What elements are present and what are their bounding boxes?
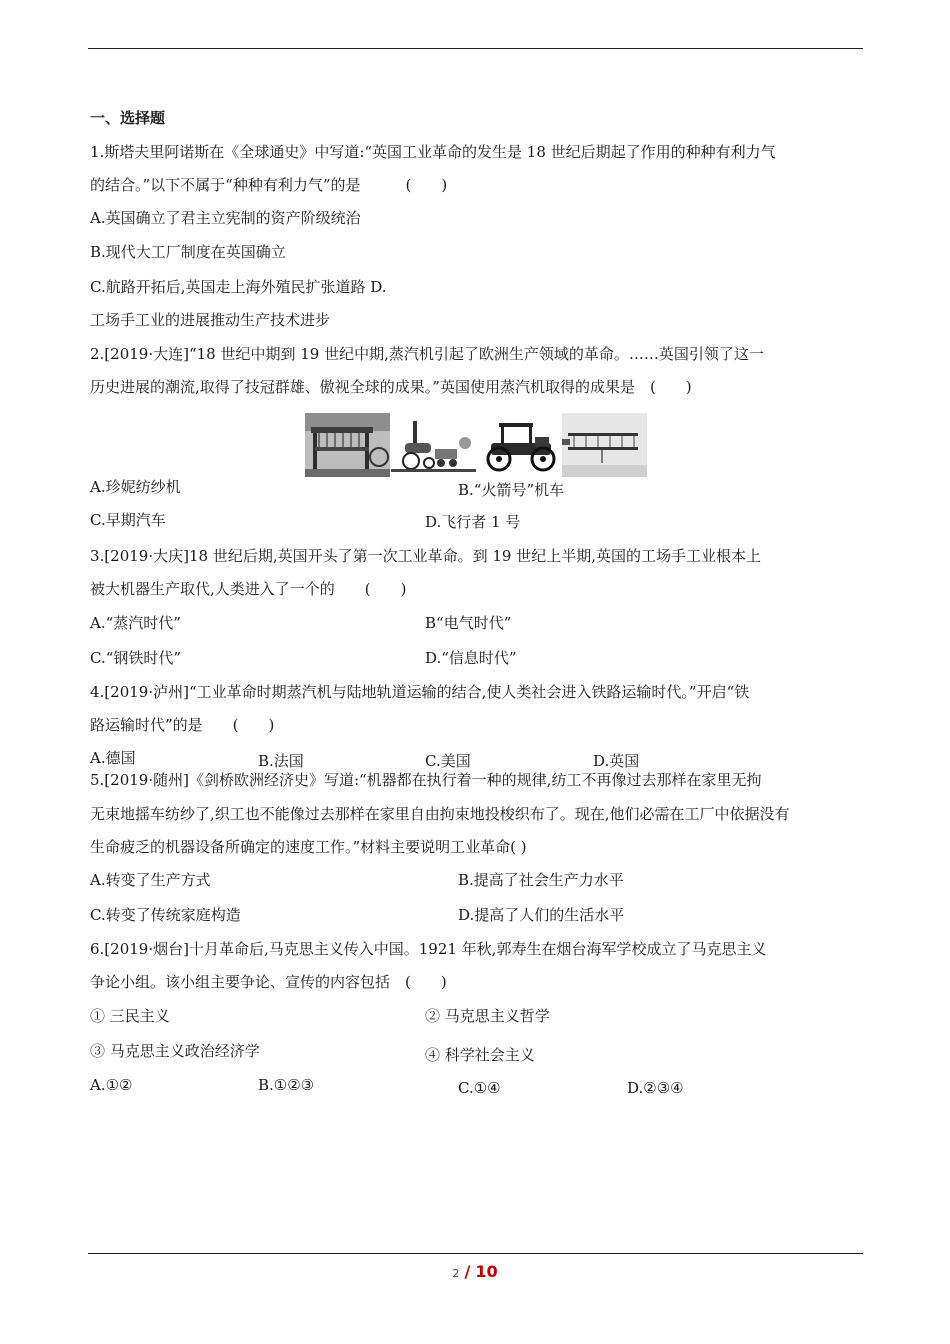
page-current: 2 xyxy=(452,1267,460,1280)
q5-option-c: C.转变了传统家庭构造 xyxy=(90,906,241,924)
q4-stem-line2: 路运输时代”的是 ( ) xyxy=(90,716,275,734)
q6-stem-line2: 争论小组。该小组主要争论、宣传的内容包括 ( ) xyxy=(90,973,447,991)
section-title: 一、选择题 xyxy=(90,109,166,127)
q5-option-a: A.转变了生产方式 xyxy=(90,871,211,889)
q4-stem-line1: 4.[2019·泸州]“工业革命时期蒸汽机与陆地轨道运输的结合,使人类社会进入铁路运输时代。”开启“铁 xyxy=(90,683,750,701)
q2-option-a: A.珍妮纺纱机 xyxy=(90,478,181,496)
q1-stem-line2: 的结合。”以下不属于“种种有利力气”的是 ( ) xyxy=(90,176,448,194)
q3-option-d: D.“信息时代” xyxy=(425,649,517,667)
q6-item-2: ② 马克思主义哲学 xyxy=(425,1007,550,1025)
q6-option-d: D.②③④ xyxy=(627,1079,684,1097)
q6-item-3: ③ 马克思主义政治经济学 xyxy=(90,1042,260,1060)
q3-option-a: A.“蒸汽时代” xyxy=(90,614,181,632)
q3-option-c: C.“钢铁时代” xyxy=(90,649,182,667)
q1-option-b: B.现代大工厂制度在英国确立 xyxy=(90,243,286,261)
q5-stem-line1: 5.[2019·随州]《剑桥欧洲经济史》写道:“机器都在执行着一种的规律,纺工不再像过去那样在家里无拘 xyxy=(90,771,762,789)
page-total: 10 xyxy=(475,1262,498,1281)
q1-option-a: A.英国确立了君主立宪制的资产阶级统治 xyxy=(90,209,361,227)
q2-stem-line2: 历史进展的潮流,取得了技冠群雄、傲视全球的成果。”英国使用蒸汽机取得的成果是 ( ) xyxy=(90,378,692,396)
q6-option-b: B.①②③ xyxy=(258,1076,315,1094)
rocket-locomotive-image xyxy=(391,413,477,477)
q2-option-c: C.早期汽车 xyxy=(90,511,166,529)
page-separator: / xyxy=(464,1262,471,1281)
q2-option-b: B.“火箭号”机车 xyxy=(458,481,565,499)
q5-option-b: B.提高了社会生产力水平 xyxy=(458,871,624,889)
spinning-jenny-image xyxy=(305,413,391,477)
header-rule xyxy=(88,48,863,49)
q1-option-d: 工场手工业的进展推动生产技术进步 xyxy=(90,311,331,329)
footer-rule xyxy=(88,1253,863,1254)
flyer-airplane-image xyxy=(562,413,647,477)
q2-figure-strip xyxy=(305,413,647,477)
q1-stem-line1: 1.斯塔夫里阿诺斯在《全球通史》中写道:“英国工业革命的发生是 18 世纪后期起了作用的种种有利力气 xyxy=(90,143,776,161)
q6-stem-line1: 6.[2019·烟台]十月革命后,马克思主义传入中国。1921 年秋,郭寿生在烟台海军学校成立了马克思主义 xyxy=(90,940,767,958)
q2-stem-line1: 2.[2019·大连]“18 世纪中期到 19 世纪中期,蒸汽机引起了欧洲生产领域的革命。……英国引领了这一 xyxy=(90,345,764,363)
q6-item-1: ① 三民主义 xyxy=(90,1007,170,1025)
page-number xyxy=(0,1262,950,1281)
q3-option-b: B“电气时代” xyxy=(425,614,512,632)
q5-stem-line3: 生命疲乏的机器设备所确定的速度工作。”材料主要说明工业革命( ) xyxy=(90,838,527,856)
q6-option-c: C.①④ xyxy=(458,1079,501,1097)
q2-option-d: D.飞行者 1 号 xyxy=(425,513,521,531)
q3-stem-line1: 3.[2019·大庆]18 世纪后期,英国开头了第一次工业革命。到 19 世纪上半期,英国的工场手工业根本上 xyxy=(90,547,761,565)
q6-item-4: ④ 科学社会主义 xyxy=(425,1046,535,1064)
q4-option-c: C.美国 xyxy=(425,752,471,770)
q5-option-d: D.提高了人们的生活水平 xyxy=(458,906,625,924)
q4-option-b: B.法国 xyxy=(258,752,304,770)
q4-option-a: A.德国 xyxy=(90,749,136,767)
q6-option-a: A.①② xyxy=(90,1076,133,1094)
q1-option-c: C.航路开拓后,英国走上海外殖民扩张道路 D. xyxy=(90,278,387,296)
q3-stem-line2: 被大机器生产取代,人类进入了一个的 ( ) xyxy=(90,580,407,598)
early-automobile-image xyxy=(477,413,563,477)
q4-option-d: D.英国 xyxy=(593,752,640,770)
q5-stem-line2: 无束地摇车纺纱了,织工也不能像过去那样在家里自由拘束地投梭织布了。现在,他们必需在工厂中依据没有 xyxy=(90,805,790,823)
